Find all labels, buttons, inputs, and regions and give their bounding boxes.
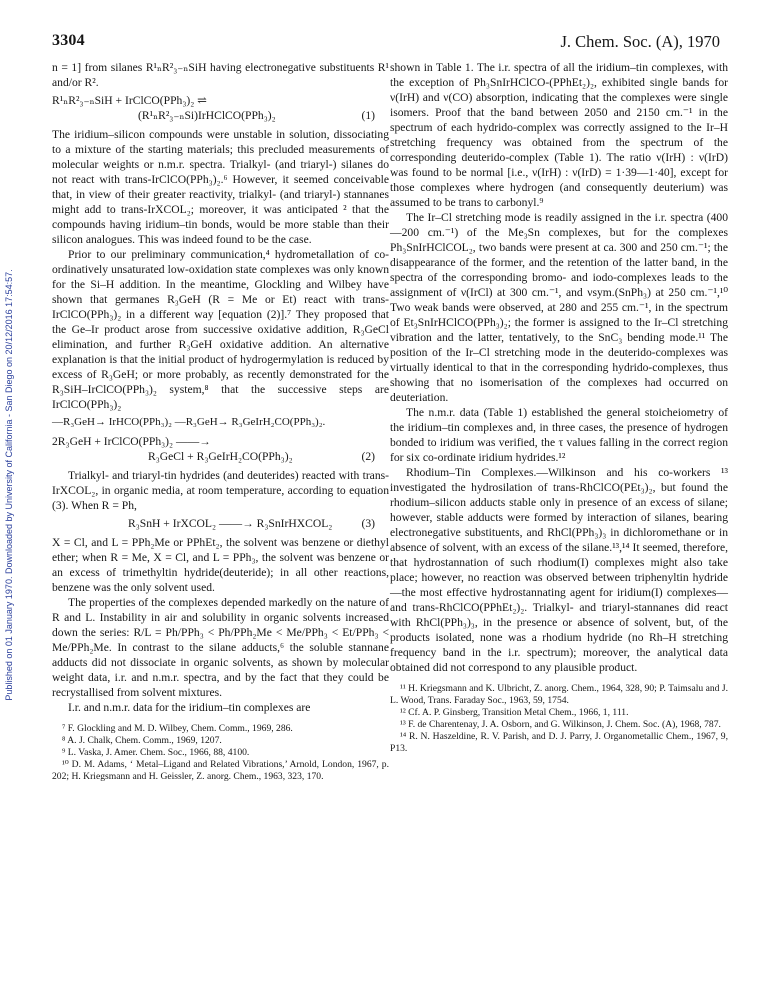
paragraph: n = 1] from silanes R¹ₙR²₃₋ₙSiH having electronegative substituents R¹ and/or R². bbox=[52, 61, 389, 89]
page-header bbox=[52, 32, 720, 54]
equation-number: (3) bbox=[361, 517, 375, 530]
journal-citation: J. Chem. Soc. (A), 1970 bbox=[560, 32, 720, 51]
paragraph: X = Cl, and L = PPh₂Me or PPhEt₂, the solvent was benzene or diethyl ether; when R = Me, X = Cl, and L = PPh₃, the solvent was benzene or an excess of trimethyltin hydride(deuteride); in all other reactions, benzene was the only solvent used. bbox=[52, 536, 389, 594]
footnote: ⁸ A. J. Chalk, Chem. Comm., 1969, 1207. bbox=[62, 735, 222, 746]
equation-line: R¹ₙR²₃₋ₙSiH + IrClCO(PPh₃)₂ ⇌ bbox=[52, 94, 207, 107]
paragraph: Prior to our preliminary communication,⁴ hydrometallation of co-ordinatively unsaturated low-oxidation state complexes was only known for the Si–H addition. In the meantime, Glockling and Wilbey have shown that germanes R₃GeH (R = Me or Et) react with trans-IrClCO(PPh₃)₂ in a different way [equation (2)].⁷ They proposed that the Ge–Ir product arose from successive oxidative addition, R₃GeCl elimination, and further R₃GeH oxidative addition. An alternative explanation is that the initial product of hydrogermylation is reduced by excess of R₃GeH; or more probably, as recently demonstrated for the R₃SiH–IrClCO(PPh₃)₂ system,⁸ that the successive steps are IrClCO(PPh₃)₂ bbox=[52, 248, 389, 411]
page-number: 3304 bbox=[52, 32, 85, 49]
download-watermark-text[interactable]: Published on 01 January 1970. Downloaded by University of California - San Diego on 20/12/2016 17:54:57. bbox=[4, 269, 14, 701]
equation-2 bbox=[52, 434, 389, 464]
footnotes bbox=[390, 683, 728, 755]
paragraph: The properties of the complexes depended markedly on the nature of R and L. Instability in air and solubility in organic solvents increased down the series: R/L = Ph/PPh₃ < Ph/PPh₂Me < Me/PPh₃ < Et/PPh₃ < Me/PPh₂Me. In contrast to the silane adducts,⁶ the soluble stannane adducts did not dissociate in organic solvents, as shown by molecular weight data, i.r. and n.m.r. spectra, and by the fact that they could be recrystallised from solvent mixtures. bbox=[52, 596, 389, 699]
paragraph: The iridium–silicon compounds were unstable in solution, dissociating to a mixture of the starting materials; this precluded measurements of molecular weights or n.m.r. spectra. Trialkyl- (and triaryl-) silanes do not react with trans-IrClCO(PPh₃)₂.⁶ However, it seemed conceivable that, in view of their greater reactivity, trialkyl- (and triaryl-) stannanes might add to trans-IrXCOL₂; moreover, it was anticipated ² that the compounds having iridium–tin bonds, would be more stable than their silicon analogues. This was indeed found to be the case. bbox=[52, 128, 389, 246]
equation-line: 2R₃GeH + IrClCO(PPh₃)₂ ——→ bbox=[52, 435, 211, 448]
equation-line: R₃GeCl + R₃GeIrH₂CO(PPh₃)₂ bbox=[148, 450, 293, 463]
footnote: ⁷ F. Glockling and M. D. Wilbey, Chem. Comm., 1969, 286. bbox=[62, 723, 293, 734]
footnote: ¹² Cf. A. P. Ginsberg, Transition Metal Chem., 1966, 1, 111. bbox=[400, 707, 629, 718]
equation-line: R₃SnH + IrXCOL₂ ——→ R₃SnIrHXCOL₂ bbox=[128, 517, 333, 530]
equation-3 bbox=[52, 516, 389, 531]
footnotes bbox=[52, 723, 389, 783]
footnote: ¹¹ H. Kriegsmann and K. Ulbricht, Z. anorg. Chem., 1964, 328, 90; P. Taimsalu and J. L. Wood, Trans. Faraday Soc., 1963, 59, 1754. bbox=[390, 683, 728, 706]
paragraph: shown in Table 1. The i.r. spectra of all the iridium–tin complexes, with the exception of Ph₃SnIrHClCO-(PPhEt₂)₂, exhibited single bands for ν(IrH) and ν(CO) absorption, indicating that the complexes were single isomers. Proof that the band between 2050 and 2150 cm.⁻¹ in the spectrum of each hydrido-complex was correctly assigned to the Ir–H stretching frequency was obtained from the spectrum of the corresponding deuterido-complex (Table 1). The ratio ν(IrH) : ν(IrD) was found to be normal [i.e., ν(IrH) : ν(IrD) = 1·39—1·40], except for those complexes where hydrogen (and consequently deuterium) was assumed to be trans to carbonyl.⁹ bbox=[390, 61, 728, 209]
download-watermark bbox=[2, 145, 16, 825]
right-column bbox=[390, 60, 728, 755]
footnote: ¹³ F. de Charentenay, J. A. Osborn, and G. Wilkinson, J. Chem. Soc. (A), 1968, 787. bbox=[400, 719, 721, 730]
footnote: ¹⁴ R. N. Haszeldine, R. V. Parish, and D. J. Parry, J. Organometallic Chem., 1967, 9, P13. bbox=[390, 731, 728, 754]
reaction-scheme: —R₃GeH→ IrHCO(PPh₃)₂ —R₃GeH→ R₃GeIrH₂CO(PPh₃)₂. bbox=[52, 416, 326, 428]
paragraph: I.r. and n.m.r. data for the iridium–tin complexes are bbox=[68, 701, 311, 714]
footnote: ⁹ L. Vaska, J. Amer. Chem. Soc., 1966, 88, 4100. bbox=[62, 747, 250, 758]
paragraph: The n.m.r. data (Table 1) established the general stoicheiometry of the iridium–tin complexes and, in three cases, the presence of hydrogen bonded to iridium was verified, the τ values falling in the correct region for six co-ordinate iridium hydrides.¹² bbox=[390, 406, 728, 464]
paragraph: Rhodium–Tin Complexes.—Wilkinson and his co-workers ¹³ investigated the hydrosilation of trans-RhClCO(PEt₃)₂, but found the rhodium–silicon adducts stable only in presence of an excess of silane; however, stable adducts were formed by interaction of silanes, bearing electronegative substituents, and RhCl(PPh₃)₃ in dichloromethane or in absence of solvent, with an excess of the silane.¹³,¹⁴ It seemed, therefore, that hydrostannation of such rhodium(I) complexes might also take place; however, no reaction was observed between triphenyltin hydride—the most effective hydrostannating agent for iridium(I) complexes—and trans-RhClCO(PPhEt₂)₂. Trialkyl- and triaryl-stannanes did react with RhCl(PPh₃)₃, in the presence or absence of solvent, but, of the products isolated, none was a rhodium hydride (no Rh–H stretching frequency band in the i.r. spectrum); moreover, the analytical data obtained did not correspond to any plausible product. bbox=[390, 466, 728, 674]
equation-1 bbox=[52, 93, 389, 123]
paragraph: The Ir–Cl stretching mode is readily assigned in the i.r. spectra (400—200 cm.⁻¹) of the Me₃Sn complexes, but for the complexes Ph₃SnIrHClCOL₂, two bands were present at ca. 300 and 250 cm.⁻¹; the disappearance of the former, and the retention of the latter band, in the spectra of the corresponding bromo- and iodo-complexes leads to the assignment of ν(IrCl) at 300 cm.⁻¹, and νsym.(SnPh₃) at 250 cm.⁻¹,¹⁰ Two weak bands were observed, at 280 and 255 cm.⁻¹, in the spectrum of Et₃SnIrHClCO(PPh₃)₂; the former is assigned to the Ir–Cl stretching vibration and the latter, tentatively, to the SnC₃ bending mode.¹¹ The position of the Ir–Cl stretching mode in the deuterido-complexes was virtually identical to that in the corresponding hydrido-complexes, thus showing that no isomerisation of the complexes had occurred on deuteriation. bbox=[390, 211, 728, 404]
footnote: ¹⁰ D. M. Adams, ‘ Metal–Ligand and Related Vibrations,’ Arnold, London, 1967, p. 202; H. Kriegsmann and H. Geissler, Z. anorg. Chem., 1963, 323, 170. bbox=[52, 759, 389, 782]
equation-number: (2) bbox=[361, 450, 375, 463]
equation-line: (R¹ₙR²₃₋ₙSi)IrHClCO(PPh₃)₂ bbox=[138, 109, 276, 122]
left-column bbox=[52, 60, 389, 783]
equation-number: (1) bbox=[361, 109, 375, 122]
paragraph: Trialkyl- and triaryl-tin hydrides (and deuterides) reacted with trans-IrXCOL₂, in organic media, at room temperature, according to equation (3). When R = Ph, bbox=[52, 469, 389, 512]
